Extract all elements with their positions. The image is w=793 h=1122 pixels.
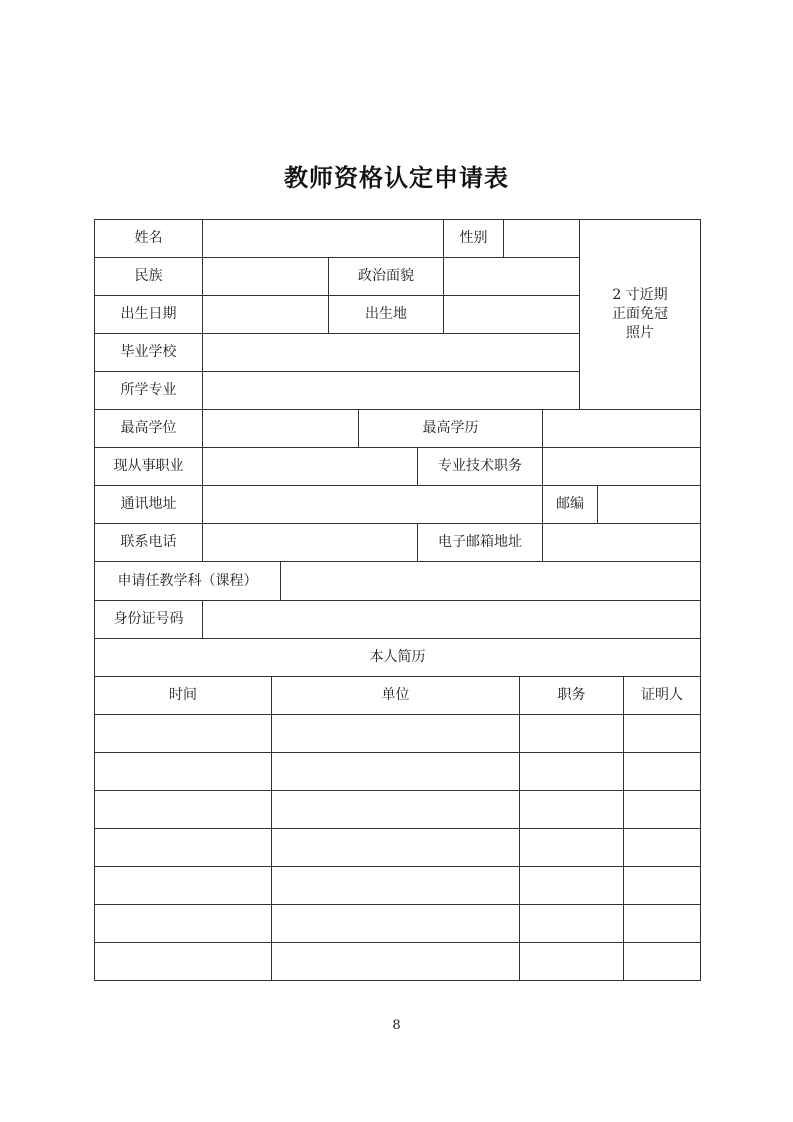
resume-position-cell[interactable] bbox=[519, 790, 624, 829]
resume-position-cell[interactable] bbox=[519, 714, 624, 753]
resume-unit-cell[interactable] bbox=[271, 942, 520, 981]
resume-unit-cell[interactable] bbox=[271, 866, 520, 905]
label-birth-date: 出生日期 bbox=[94, 295, 203, 334]
photo-box[interactable]: 2 寸近期 正面免冠 照片 bbox=[579, 219, 701, 410]
graduated-school-field[interactable] bbox=[202, 333, 580, 372]
resume-position-cell[interactable] bbox=[519, 904, 624, 943]
label-address: 通讯地址 bbox=[94, 485, 203, 524]
birth-place-field[interactable] bbox=[443, 295, 580, 334]
label-professional-title: 专业技术职务 bbox=[417, 447, 543, 486]
subject-field[interactable] bbox=[280, 561, 701, 601]
label-birth-place: 出生地 bbox=[328, 295, 444, 334]
resume-position-cell[interactable] bbox=[519, 866, 624, 905]
address-field[interactable] bbox=[202, 485, 543, 524]
resume-time-cell[interactable] bbox=[94, 828, 272, 867]
resume-witness-cell[interactable] bbox=[623, 866, 701, 905]
resume-witness-cell[interactable] bbox=[623, 904, 701, 943]
resume-time-cell[interactable] bbox=[94, 714, 272, 753]
resume-time-cell[interactable] bbox=[94, 752, 272, 791]
resume-unit-cell[interactable] bbox=[271, 714, 520, 753]
label-gender: 性别 bbox=[443, 219, 504, 258]
label-ethnicity: 民族 bbox=[94, 257, 203, 296]
resume-time-cell[interactable] bbox=[94, 942, 272, 981]
phone-field[interactable] bbox=[202, 523, 418, 562]
resume-time-cell[interactable] bbox=[94, 904, 272, 943]
label-political-status: 政治面貌 bbox=[328, 257, 444, 296]
resume-col-position: 职务 bbox=[519, 676, 624, 715]
resume-col-witness: 证明人 bbox=[623, 676, 701, 715]
resume-unit-cell[interactable] bbox=[271, 790, 520, 829]
resume-unit-cell[interactable] bbox=[271, 904, 520, 943]
resume-unit-cell[interactable] bbox=[271, 828, 520, 867]
gender-field[interactable] bbox=[503, 219, 580, 258]
label-name: 姓名 bbox=[94, 219, 203, 258]
resume-position-cell[interactable] bbox=[519, 828, 624, 867]
label-subject: 申请任教学科（课程） bbox=[94, 561, 281, 601]
highest-education-field[interactable] bbox=[542, 409, 701, 448]
label-email: 电子邮箱地址 bbox=[417, 523, 543, 562]
label-major: 所学专业 bbox=[94, 371, 203, 410]
highest-degree-field[interactable] bbox=[202, 409, 359, 448]
label-highest-degree: 最高学位 bbox=[94, 409, 203, 448]
email-field[interactable] bbox=[542, 523, 701, 562]
id-number-field[interactable] bbox=[202, 600, 701, 639]
resume-time-cell[interactable] bbox=[94, 866, 272, 905]
professional-title-field[interactable] bbox=[542, 447, 701, 486]
ethnicity-field[interactable] bbox=[202, 257, 329, 296]
resume-col-time: 时间 bbox=[94, 676, 272, 715]
label-id-number: 身份证号码 bbox=[94, 600, 203, 639]
political-status-field[interactable] bbox=[443, 257, 580, 296]
resume-position-cell[interactable] bbox=[519, 752, 624, 791]
resume-witness-cell[interactable] bbox=[623, 942, 701, 981]
resume-heading: 本人简历 bbox=[94, 638, 701, 677]
resume-position-cell[interactable] bbox=[519, 942, 624, 981]
resume-unit-cell[interactable] bbox=[271, 752, 520, 791]
name-field[interactable] bbox=[202, 219, 444, 258]
current-occupation-field[interactable] bbox=[202, 447, 418, 486]
resume-time-cell[interactable] bbox=[94, 790, 272, 829]
form-title: 教师资格认定申请表 bbox=[284, 164, 509, 192]
resume-witness-cell[interactable] bbox=[623, 790, 701, 829]
resume-witness-cell[interactable] bbox=[623, 752, 701, 791]
resume-witness-cell[interactable] bbox=[623, 828, 701, 867]
label-postcode: 邮编 bbox=[542, 485, 598, 524]
major-field[interactable] bbox=[202, 371, 580, 410]
resume-col-unit: 单位 bbox=[271, 676, 520, 715]
birth-date-field[interactable] bbox=[202, 295, 329, 334]
resume-witness-cell[interactable] bbox=[623, 714, 701, 753]
label-highest-education: 最高学历 bbox=[358, 409, 543, 448]
label-current-occupation: 现从事职业 bbox=[94, 447, 203, 486]
postcode-field[interactable] bbox=[597, 485, 701, 524]
label-graduated-school: 毕业学校 bbox=[94, 333, 203, 372]
label-phone: 联系电话 bbox=[94, 523, 203, 562]
page-number: 8 bbox=[392, 1018, 401, 1033]
